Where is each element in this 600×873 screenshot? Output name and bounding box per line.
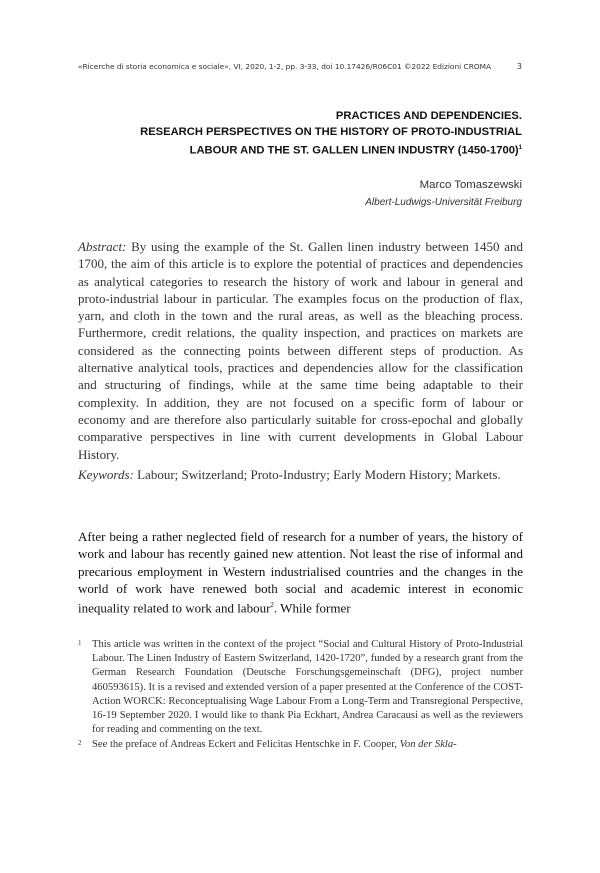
page-number: 3 — [516, 62, 522, 71]
footnote-text: This article was written in the context of the project “Social and Cultural History of Proto-Industrial Labour. The Linen Industry of Eastern Switzerland, 1420-1720”, funded by a research grant from the German Research Foundation (Deutsche Forschungsgemeinschaft (DFG), project number 460593615). It is a revised and extended version of a paper presented at the Conference of the COST-Action WORCK: Reconceptualising Wage Labour From a Long-Term and Transregional Perspective, 16-19 September 2020. I would like to thank Pia Eckhart, Andrea Caracausi as well as the reviewers for reading and commenting on the text. — [92, 639, 523, 736]
title-line-1: PRACTICES AND DEPENDENCIES. — [335, 110, 522, 122]
article-title — [62, 108, 522, 159]
footnote-text: See the preface of Andreas Eckert and Felicitas Hentschke in F. Cooper, — [92, 739, 397, 751]
body-paragraph — [78, 528, 523, 617]
title-line-2: RESEARCH PERSPECTIVES ON THE HISTORY OF PROTO-INDUSTRIAL — [140, 126, 522, 138]
abstract-label: Abstract: — [78, 239, 127, 254]
author-name: Marco Tomaszewski — [419, 179, 522, 191]
footnote — [78, 638, 523, 737]
abstract-text: By using the example of the St. Gallen linen industry between 1450 and 1700, the aim of this article is to explore the potential of practices and dependencies as analytical categories to research the history of work and labour in general and proto-industrial labour in particular. The examples focus on the production of flax, yarn, and cloth in the town and the rural areas, as well as the bleaching process. Furthermore, credit relations, the quality inspection, and practices on markets are considered as the connecting points between different steps of production. As alternative analytical tools, practices and dependencies allow for the classification and structuring of findings, while at the same time being adaptable to their complexity. In addition, they are not focused on a specific form of labour or economy and are therefore also particularly suitable for cross-epochal and globally comparative perspectives in line with current developments in Global Labour History. — [78, 239, 524, 462]
body-footnote-mark[interactable]: 2 — [270, 601, 274, 610]
title-line-3-text: LABOUR AND THE ST. GALLEN LINEN INDUSTRY (1450-1700) — [189, 144, 519, 157]
footnote-italic-tail: Von der Skla- — [399, 739, 457, 751]
body-text-after: . While former — [273, 600, 351, 616]
footnote-number: 2 — [78, 739, 82, 748]
title-footnote-mark[interactable]: 1 — [518, 145, 522, 151]
footnote-number: 1 — [78, 639, 82, 647]
running-head — [78, 62, 522, 71]
keywords-label: Keywords: — [78, 467, 134, 482]
keywords-text: Labour; Switzerland; Proto-Industry; Early Modern History; Markets. — [137, 467, 501, 482]
keywords — [78, 466, 523, 483]
footnote — [78, 738, 523, 752]
author-affiliation: Albert-Ludwigs-Universität Freiburg — [365, 197, 522, 208]
body-text: After being a rather neglected field of research for a number of years, the history of work and labour has recently gained new attention. Not least the rise of informal and precarious employment in Western industrialised countries and the changes in the world of work have renewed both social and academic interest in economic inequality related to work and labour — [78, 529, 523, 616]
abstract — [78, 238, 523, 463]
citation-line: «Ricerche di storia economica e sociale», VI, 2020, 1-2, pp. 3-33, doi 10.17426/R06C01 ©2022 Edizioni CROMA — [78, 62, 492, 71]
footnotes — [78, 638, 523, 754]
title-line-3 — [62, 140, 522, 159]
